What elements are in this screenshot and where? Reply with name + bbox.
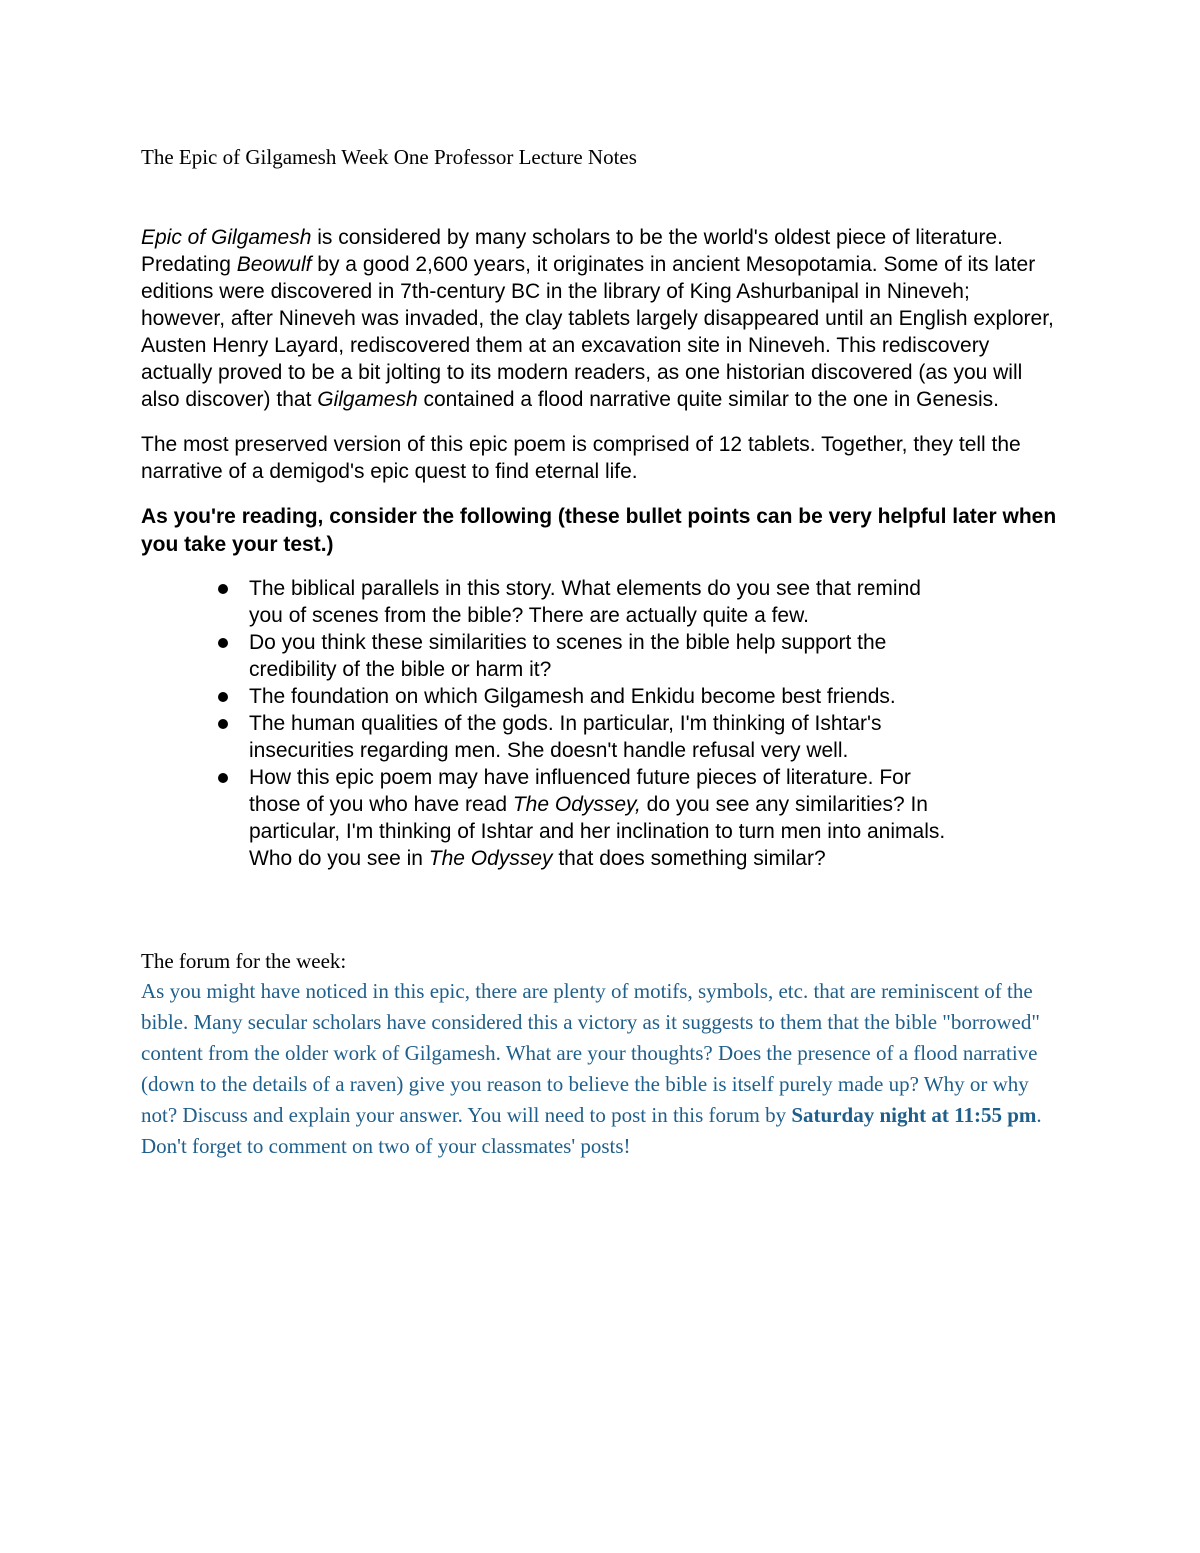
list-item	[141, 764, 949, 872]
bullet-text: The foundation on which Gilgamesh and Enkidu become best friends.	[249, 685, 896, 708]
bullet-text-1: How this epic poem may have influenced future pieces of literature. For those of you who have read	[249, 766, 911, 816]
bullet-text-2: do you see any similarities? In particular, I'm thinking of Ishtar and her inclination to turn men into animals. Who do you see in	[249, 793, 946, 870]
document-title: The Epic of Gilgamesh Week One Professor Lecture Notes	[141, 145, 637, 169]
reading-heading: As you're reading, consider the following (these bullet points can be very helpful later when you take your test.)	[141, 505, 1057, 556]
bullet-icon	[218, 638, 228, 648]
bullet-icon	[218, 692, 228, 702]
intro-italic-title: Epic of Gilgamesh	[141, 226, 312, 249]
bullet-icon	[218, 773, 228, 783]
bullet-list	[141, 575, 1061, 872]
list-item	[141, 575, 949, 629]
forum-text-1: As you might have noticed in this epic, there are plenty of motifs, symbols, etc. that are reminiscent of the bible. Many secular scholars have considered this a victory as it suggests to them that the bible "borrowed" content from the older work of Gilgamesh. What are your thoughts? Does the presence of a flood narrative (down to the details of a raven) give you reason to believe the bible is itself purely made up? Why or why not? Discuss and explain your answer. You will need to post in this forum by	[141, 979, 1040, 1127]
forum-prompt	[141, 976, 1057, 1162]
forum-deadline: Saturday night at 11:55 pm	[791, 1103, 1037, 1127]
intro-text-2: by a good 2,600 years, it originates in ancient Mesopotamia. Some of its later editions were discovered in 7th-century BC in the library of King Ashurbanipal in Nineveh; however, after Nineveh was invaded, the clay tablets largely disappeared until an English explorer, Austen Henry Layard, rediscovered them at an excavation site in Nineveh. This rediscovery actually proved to be a bit jolting to its modern readers, as one historian discovered (as you will also discover) that	[141, 253, 1054, 411]
intro-italic-beowulf: Beowulf	[236, 253, 312, 276]
intro-text-3: contained a flood narrative quite similar to the one in Genesis.	[417, 388, 999, 411]
bullet-text-3: that does something similar?	[552, 847, 826, 870]
bullet-text: The biblical parallels in this story. What elements do you see that remind you of scenes from the bible? There are actually quite a few.	[249, 577, 921, 627]
list-item	[141, 683, 949, 710]
document-content	[141, 142, 1061, 1162]
intro-italic-gilgamesh: Gilgamesh	[317, 388, 418, 411]
list-item	[141, 710, 949, 764]
bullet-icon	[218, 719, 228, 729]
bullet-italic-1: The Odyssey,	[512, 793, 641, 816]
bullet-italic-2: The Odyssey	[428, 847, 553, 870]
forum-text-2: . Don't forget to comment on two of your classmates' posts!	[141, 1103, 1042, 1158]
list-item	[141, 629, 949, 683]
intro-text-1: is considered by many scholars to be the world's oldest piece of literature. Predating	[141, 226, 1003, 276]
forum-label: The forum for the week:	[141, 949, 347, 973]
intro-paragraph	[141, 224, 1057, 413]
bullet-text: Do you think these similarities to scenes in the bible help support the credibility of the bible or harm it?	[249, 631, 887, 681]
bullet-text: The human qualities of the gods. In particular, I'm thinking of Ishtar's insecurities regarding men. She doesn't handle refusal very well.	[249, 712, 882, 762]
tablets-paragraph: The most preserved version of this epic poem is comprised of 12 tablets. Together, they tell the narrative of a demigod's epic quest to find eternal life.	[141, 433, 1021, 483]
bullet-icon	[218, 584, 228, 594]
